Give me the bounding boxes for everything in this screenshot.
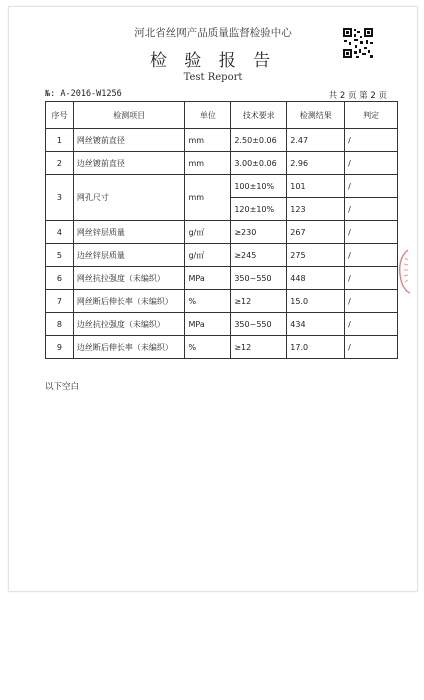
cell-result: 2.96 <box>287 152 345 175</box>
table-row <box>46 221 398 244</box>
closing-note: 以下空白 <box>45 382 80 392</box>
report-title: 检 验 报 告 <box>149 51 277 71</box>
cell-no: 9 <box>46 336 74 359</box>
cell-no: 6 <box>46 267 74 290</box>
cell-verdict: / <box>345 313 398 336</box>
cell-requirement: ≥230 <box>231 221 287 244</box>
table-header-row <box>46 102 398 129</box>
red-seal-stamp <box>394 246 414 296</box>
cell-requirement: ≥12 <box>231 290 287 313</box>
cell-unit: MPa <box>185 267 231 290</box>
cell-verdict: / <box>345 290 398 313</box>
cell-result: 123 <box>287 198 345 221</box>
cell-verdict: / <box>345 198 398 221</box>
cell-verdict: / <box>345 152 398 175</box>
cell-item: 网丝抗拉强度（未编织） <box>73 267 185 290</box>
cell-verdict: / <box>345 267 398 290</box>
cell-item: 边丝镀前直径 <box>73 152 185 175</box>
table-row <box>46 267 398 290</box>
cell-requirement: 350~550 <box>231 267 287 290</box>
cell-item: 边丝锌层质量 <box>73 244 185 267</box>
report-sheet <box>8 6 418 592</box>
table-row <box>46 152 398 175</box>
col-header-verdict: 判定 <box>345 102 398 129</box>
cell-result: 448 <box>287 267 345 290</box>
test-results-table <box>45 101 398 359</box>
cell-requirement: 350~550 <box>231 313 287 336</box>
cell-result: 15.0 <box>287 290 345 313</box>
cell-verdict: / <box>345 221 398 244</box>
cell-unit: mm <box>185 152 231 175</box>
col-header-result: 检测结果 <box>287 102 345 129</box>
table-row <box>46 313 398 336</box>
col-header-no: 序号 <box>46 102 74 129</box>
cell-requirement: 2.50±0.06 <box>231 129 287 152</box>
cell-unit: g/㎡ <box>185 221 231 244</box>
cell-no: 5 <box>46 244 74 267</box>
cell-result: 275 <box>287 244 345 267</box>
cell-verdict: / <box>345 129 398 152</box>
table-row <box>46 175 398 198</box>
cell-no: 1 <box>46 129 74 152</box>
cell-item: 边丝断后伸长率（未编织） <box>73 336 185 359</box>
cell-item: 网丝锌层质量 <box>73 221 185 244</box>
cell-result: 101 <box>287 175 345 198</box>
col-header-item: 检测项目 <box>73 102 185 129</box>
cell-result: 434 <box>287 313 345 336</box>
cell-item: 网丝镀前直径 <box>73 129 185 152</box>
report-subtitle: Test Report <box>183 72 243 83</box>
cell-item: 网孔尺寸 <box>73 175 185 221</box>
table-row <box>46 290 398 313</box>
cell-no: 2 <box>46 152 74 175</box>
cell-verdict: / <box>345 175 398 198</box>
cell-requirement: 3.00±0.06 <box>231 152 287 175</box>
cell-verdict: / <box>345 336 398 359</box>
cell-result: 267 <box>287 221 345 244</box>
table-row <box>46 244 398 267</box>
cell-unit: mm <box>185 175 231 221</box>
cell-no: 4 <box>46 221 74 244</box>
cell-result: 17.0 <box>287 336 345 359</box>
cell-requirement: 100±10% <box>231 175 287 198</box>
cell-requirement: ≥245 <box>231 244 287 267</box>
organization-name: 河北省丝网产品质量监督检验中心 <box>134 27 292 39</box>
table-row <box>46 129 398 152</box>
cell-unit: mm <box>185 129 231 152</box>
cell-result: 2.47 <box>287 129 345 152</box>
cell-requirement: ≥12 <box>231 336 287 359</box>
cell-verdict: / <box>345 244 398 267</box>
qr-code-icon <box>342 27 374 59</box>
table-row <box>46 336 398 359</box>
cell-unit: % <box>185 336 231 359</box>
cell-unit: MPa <box>185 313 231 336</box>
cell-unit: % <box>185 290 231 313</box>
cell-item: 网丝断后伸长率（未编织） <box>73 290 185 313</box>
cell-no: 3 <box>46 175 74 221</box>
col-header-requirement: 技术要求 <box>231 102 287 129</box>
col-header-unit: 单位 <box>185 102 231 129</box>
report-number: №: A-2016-W1256 <box>45 89 122 99</box>
cell-no: 7 <box>46 290 74 313</box>
cell-no: 8 <box>46 313 74 336</box>
cell-item: 边丝抗拉强度（未编织） <box>73 313 185 336</box>
cell-unit: g/㎡ <box>185 244 231 267</box>
page-info: 共 2 页 第 2 页 <box>328 91 387 101</box>
cell-requirement: 120±10% <box>231 198 287 221</box>
